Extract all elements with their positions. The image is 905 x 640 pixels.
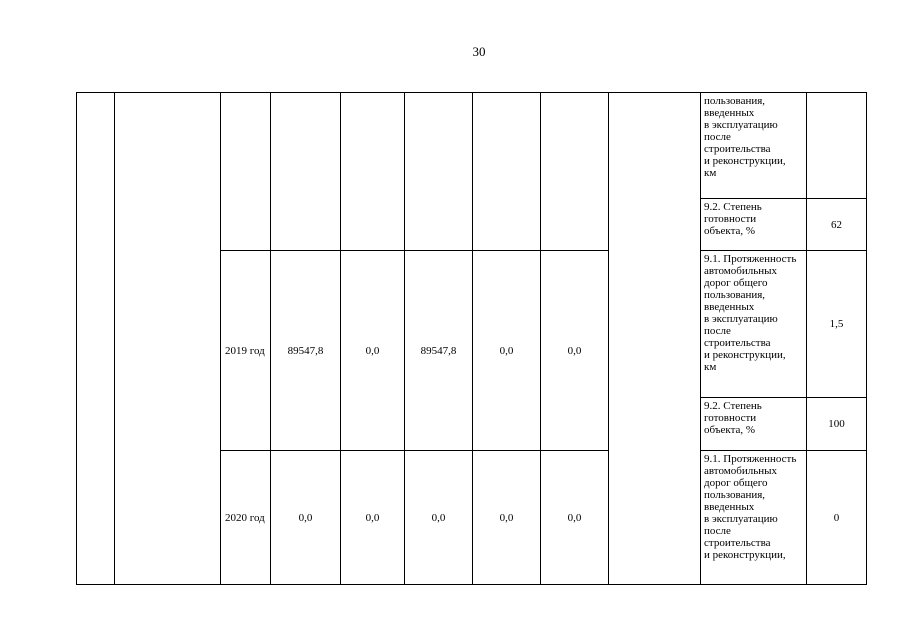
indicator-name-cell: 9.1. Протяженность автомобильных дорог общего пользования, введенных в эксплуатацию после строительства и реконструкции, км (701, 251, 807, 398)
value-cell: 0,0 (473, 251, 541, 451)
year-cell (221, 93, 271, 251)
indicator-value-cell: 1,5 (807, 251, 867, 398)
value-cell: 0,0 (271, 451, 341, 585)
year-cell: 2019 год (221, 251, 271, 451)
event-name-cell (115, 93, 221, 585)
value-cell: 0,0 (541, 251, 609, 451)
indicator-value-cell: 100 (807, 398, 867, 451)
value-cell: 0,0 (341, 451, 405, 585)
value-cell: 89547,8 (405, 251, 473, 451)
indicator-name-cell: 9.2. Степень готовности объекта, % (701, 398, 807, 451)
indicator-name-cell: 9.2. Степень готовности объекта, % (701, 199, 807, 251)
page-number: 30 (472, 44, 486, 59)
value-cell (405, 93, 473, 251)
value-cell: 0,0 (405, 451, 473, 585)
indicator-value-cell: 0 (807, 451, 867, 585)
table-row (77, 93, 867, 199)
executor-cell (609, 93, 701, 585)
indicator-value-cell: 62 (807, 199, 867, 251)
value-cell (541, 93, 609, 251)
value-cell (473, 93, 541, 251)
value-cell: 89547,8 (271, 251, 341, 451)
indicator-name-cell: 9.1. Протяженность автомобильных дорог общего пользования, введенных в эксплуатацию после строительства и реконструкции, (701, 451, 807, 585)
value-cell (341, 93, 405, 251)
indicator-name-cell: пользования, введенных в эксплуатацию после строительства и реконструкции, км (701, 93, 807, 199)
value-cell: 0,0 (541, 451, 609, 585)
value-cell: 0,0 (341, 251, 405, 451)
indicator-value-cell (807, 93, 867, 199)
year-cell: 2020 год (221, 451, 271, 585)
value-cell: 0,0 (473, 451, 541, 585)
value-cell (271, 93, 341, 251)
number-cell (77, 93, 115, 585)
budget-table (76, 92, 867, 585)
